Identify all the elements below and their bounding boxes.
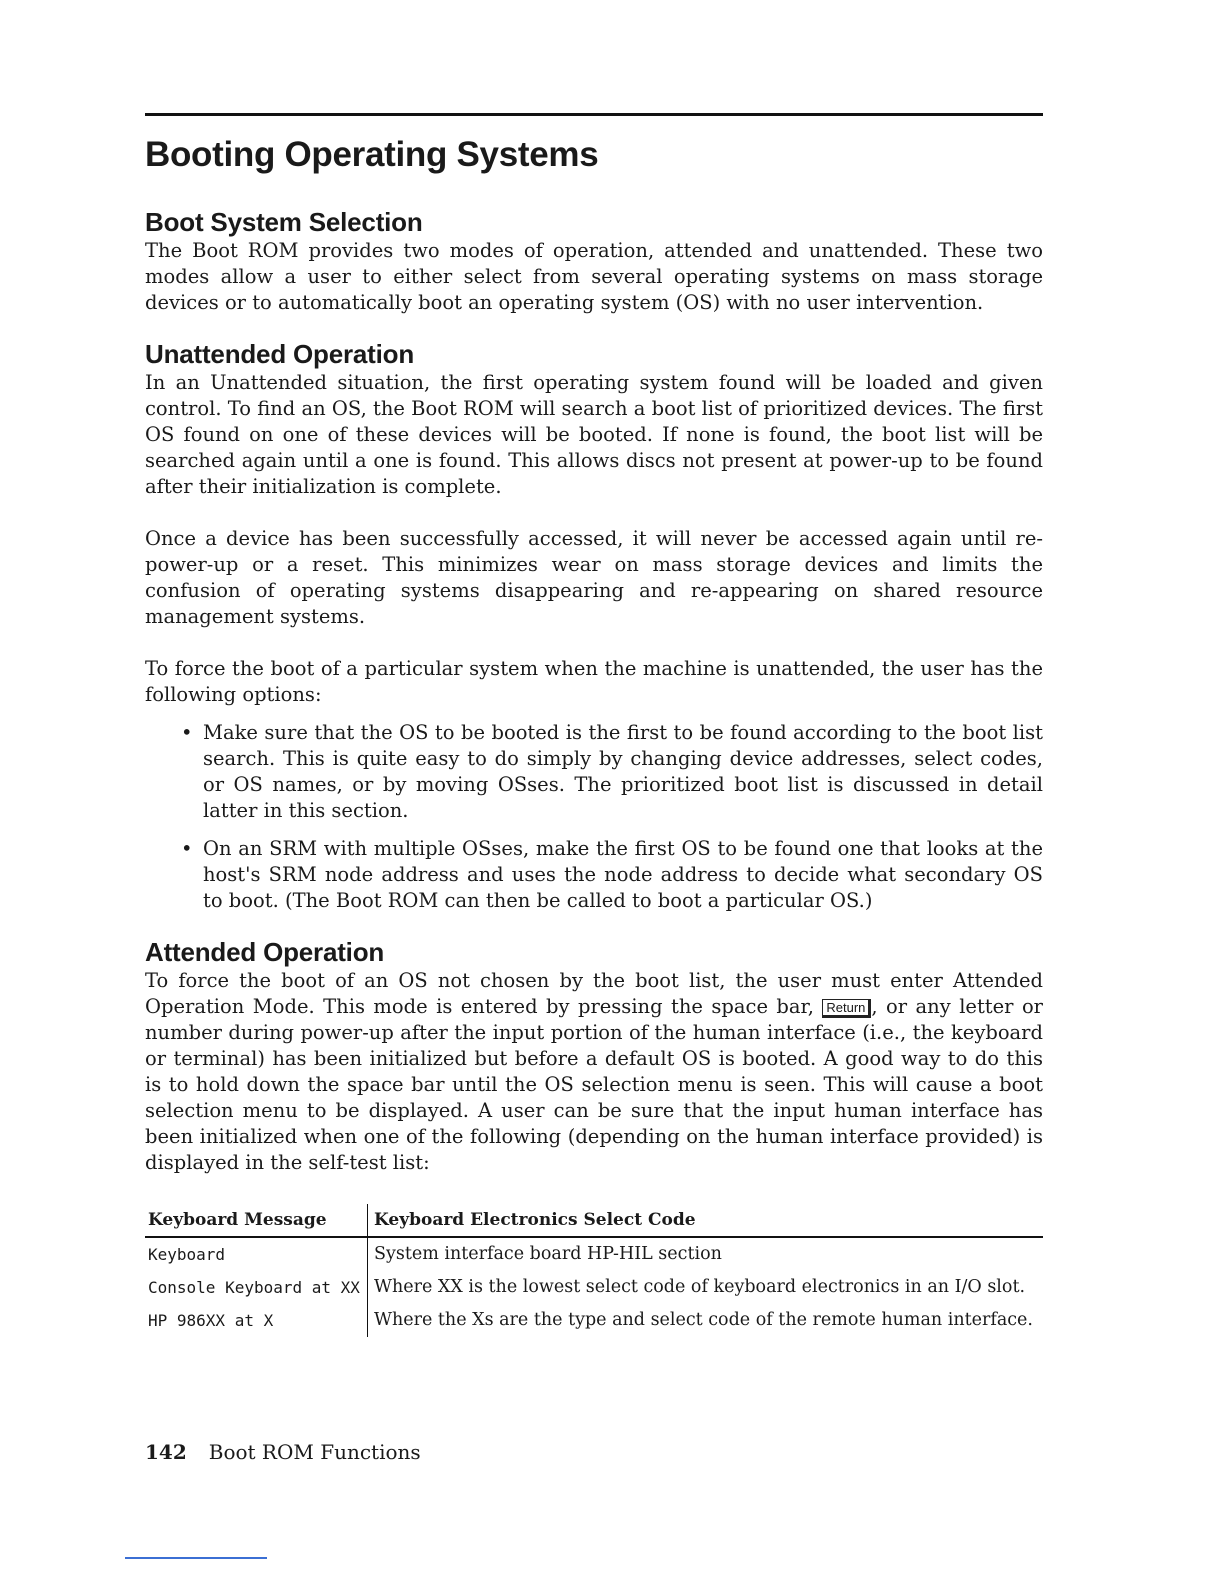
section-boot-system-selection [145,206,1043,316]
text-run: To force the boot of an OS not chosen by the boot list, the user must enter Attended Operation Mode. This mode is entered by pressing the space bar, [145,969,1043,1018]
document-page [145,113,1043,1337]
list-item-text: On an SRM with multiple OSses, make the first OS to be found one that looks at the host's SRM node address and uses the node address to decide what secondary OS to boot. (The Boot ROM can then be called to boot a particular OS.) [203,837,1043,912]
paragraph: To force the boot of a particular system when the machine is unattended, the user has the following options: [145,657,1043,706]
footer-divider [125,1557,267,1559]
page-footer [145,1440,421,1464]
paragraph: Once a device has been successfully accessed, it will never be accessed again until re-power-up or a reset. This minimizes wear on mass storage devices and limits the confusion of operating systems disappearing and re-appearing on shared resource management systems. [145,527,1043,628]
page-number: 142 [145,1440,187,1464]
list-item [145,836,1043,914]
return-key-icon: Return [822,999,871,1018]
text-run: , or any letter or number during power-up after the input portion of the human interface (i.e., the keyboard or terminal) has been initialized but before a default OS is booted. A good way to do this is to hold down the space bar until the OS selection menu is seen. This will cause a boot selection menu to be displayed. A user can be sure that the input human interface has been initialized when one of the following (depending on the human interface provided) is displayed in the self-test list: [145,995,1044,1174]
section-heading: Boot System Selection [145,207,423,237]
table-cell-description: Where XX is the lowest select code of keyboard electronics in an I/O slot. [374,1277,1026,1297]
page-title: Booting Operating Systems [145,135,599,174]
section-attended-operation [145,936,1043,1337]
column-header: Keyboard Electronics Select Code [368,1204,1044,1237]
bullet-icon: • [181,837,193,860]
list-item [145,720,1043,824]
table-cell-message: Console Keyboard at XX [145,1271,368,1304]
section-unattended-operation [145,338,1043,914]
list-item-text: Make sure that the OS to be booted is the first to be found according to the boot list search. This is quite easy to do simply by changing device addresses, select codes, or OS names, or by moving OSses. The prioritized boot list is discussed in detail latter in this section. [203,721,1043,822]
table-cell-message: HP 986XX at X [145,1304,368,1337]
column-header: Keyboard Message [145,1204,368,1237]
options-list [145,720,1043,914]
bullet-icon: • [181,721,193,744]
table-cell-description: Where the Xs are the type and select code of the remote human interface. [374,1310,1033,1330]
keyboard-message-table [145,1204,1043,1337]
paragraph [145,968,1043,1176]
table-row [145,1271,1043,1304]
table-row [145,1304,1043,1337]
table-cell-message: Keyboard [145,1237,368,1271]
footer-section-title: Boot ROM Functions [208,1440,421,1464]
section-heading: Attended Operation [145,937,385,967]
paragraph: In an Unattended situation, the first operating system found will be loaded and given control. To find an OS, the Boot ROM will search a boot list of prioritized devices. The first OS found on one of these devices will be booted. If none is found, the boot list will be searched again until a one is found. This allows discs not present at power-up to be found after their initialization is complete. [145,371,1043,498]
table-header-row [145,1204,1043,1237]
top-rule [145,113,1043,116]
paragraph: The Boot ROM provides two modes of operation, attended and unattended. These two modes allow a user to either select from several operating systems on mass storage devices or to automatically boot an operating system (OS) with no user intervention. [145,239,1043,314]
section-heading: Unattended Operation [145,339,415,369]
table-cell-description: System interface board HP-HIL section [374,1244,722,1264]
table-row [145,1237,1043,1271]
